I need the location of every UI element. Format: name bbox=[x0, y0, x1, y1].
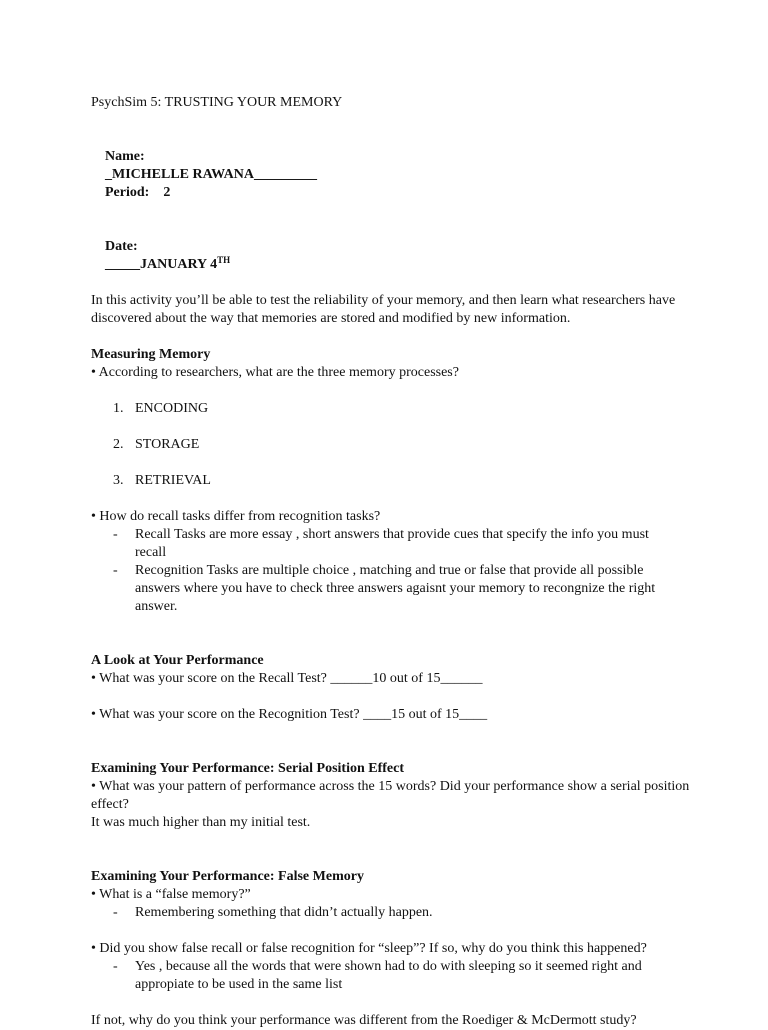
date-suffix: TH bbox=[217, 255, 231, 265]
question-false-recall: • Did you show false recall or false recognition for “sleep”? If so, why do you think this happened? bbox=[91, 941, 647, 956]
list-text: ENCODING bbox=[135, 401, 209, 416]
list-item bbox=[113, 436, 691, 454]
doc-title: PsychSim 5: TRUSTING YOUR MEMORY bbox=[91, 95, 343, 110]
name-label: Name: bbox=[105, 149, 145, 164]
document-page bbox=[91, 94, 691, 1030]
list-text: STORAGE bbox=[135, 437, 200, 452]
list-number: 2. bbox=[113, 437, 124, 452]
answer-item bbox=[113, 562, 691, 616]
answer-item bbox=[113, 904, 691, 922]
intro-paragraph: In this activity you’ll be able to test the reliability of your memory, and then learn what researchers have discovered about the way that memories are stored and modified by new information. bbox=[91, 293, 676, 326]
list-number: 3. bbox=[113, 473, 124, 488]
date-label: Date: bbox=[105, 239, 138, 254]
answer-text: Yes , because all the words that were shown had to do with sleeping so it seemed right and appropiate to be used in the same list bbox=[135, 959, 642, 992]
period-value: 2 bbox=[163, 185, 171, 200]
answer-serial-position: It was much higher than my initial test. bbox=[91, 815, 311, 830]
dash-marker: - bbox=[113, 959, 118, 974]
date-line bbox=[91, 220, 691, 292]
question-recall-score: • What was your score on the Recall Test? ______10 out of 15______ bbox=[91, 671, 483, 686]
answer-text: Remembering something that didn’t actually happen. bbox=[135, 905, 433, 920]
name-value: _MICHELLE RAWANA_________ bbox=[105, 167, 317, 182]
question-memory-processes: • According to researchers, what are the three memory processes? bbox=[91, 365, 459, 380]
section-heading-serial-position: Examining Your Performance: Serial Position Effect bbox=[91, 761, 405, 776]
section-heading-measuring: Measuring Memory bbox=[91, 347, 211, 362]
list-item bbox=[113, 472, 691, 490]
dash-marker: - bbox=[113, 527, 118, 542]
list-number: 1. bbox=[113, 401, 124, 416]
answer-item bbox=[113, 526, 691, 562]
answer-text: Recognition Tasks are multiple choice , matching and true or false that provide all possible answers where you have to check three answers agaisnt your memory to recongnize the right answer. bbox=[135, 563, 656, 614]
dash-marker: - bbox=[113, 905, 118, 920]
answer-text: Recall Tasks are more essay , short answers that provide cues that specify the info you must recall bbox=[135, 527, 649, 560]
section-heading-false-memory: Examining Your Performance: False Memory bbox=[91, 869, 364, 884]
section-heading-performance: A Look at Your Performance bbox=[91, 653, 264, 668]
name-period-line bbox=[91, 130, 691, 220]
date-value: _____JANUARY 4 bbox=[105, 257, 218, 272]
answer-item bbox=[113, 958, 691, 994]
memory-processes-list bbox=[91, 400, 691, 490]
question-recognition-score: • What was your score on the Recognition Test? ____15 out of 15____ bbox=[91, 707, 488, 722]
question-false-memory: • What is a “false memory?” bbox=[91, 887, 251, 902]
list-text: RETRIEVAL bbox=[135, 473, 211, 488]
dash-marker: - bbox=[113, 563, 118, 578]
question-serial-position: • What was your pattern of performance across the 15 words? Did your performance show a serial position effect? bbox=[91, 779, 690, 812]
list-item bbox=[113, 400, 691, 418]
period-label: Period: bbox=[105, 185, 150, 200]
question-recall-vs-recognition: • How do recall tasks differ from recognition tasks? bbox=[91, 509, 381, 524]
question-roediger-mcdermott: If not, why do you think your performance was different from the Roediger & McDermott study? bbox=[91, 1013, 637, 1028]
